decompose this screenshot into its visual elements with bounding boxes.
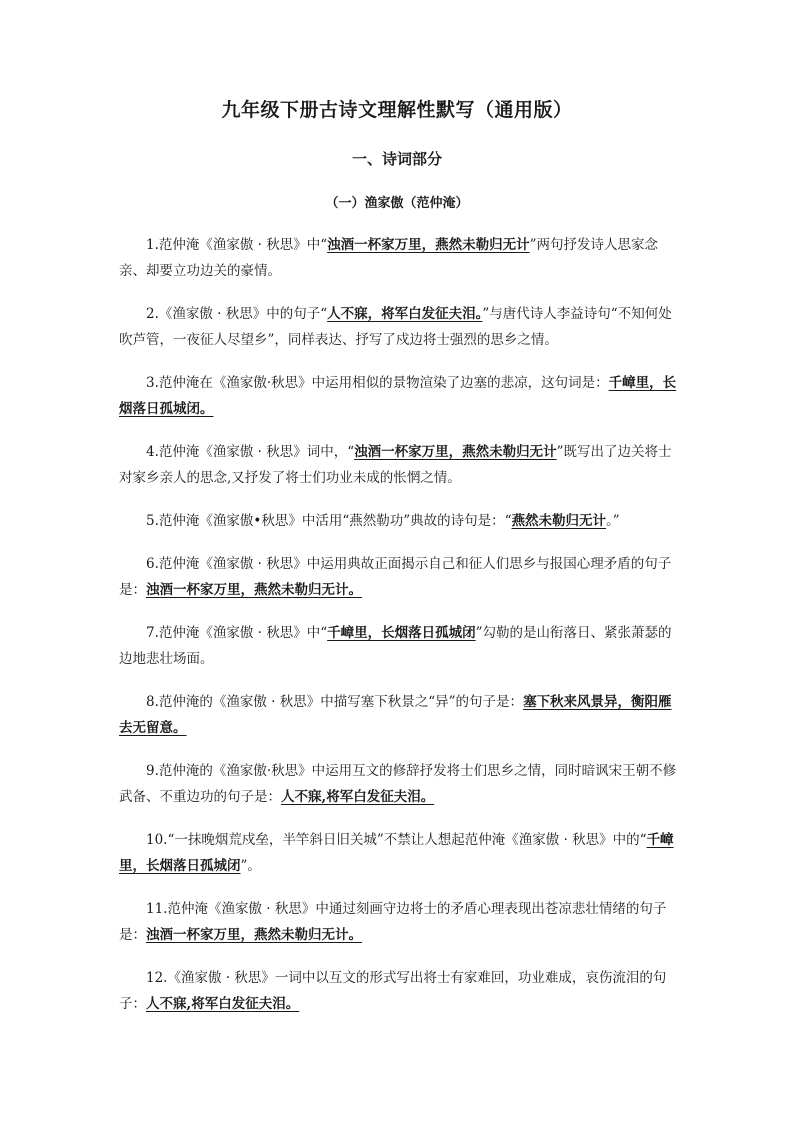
answer-text: 人不寐，将军白发征夫泪。 <box>327 306 483 322</box>
question-text: 11.范仲淹《渔家傲 · 秋思》中通过刻画守边将士的矛盾心理表现出苍凉悲壮情绪的句子是： <box>119 901 667 943</box>
question-text-tail: 。” <box>606 513 620 529</box>
answer-text: 浊酒一杯家万里，燕然未勒归无计 <box>354 444 557 460</box>
question-item <box>119 827 679 879</box>
answer-text: 浊酒一杯家万里，燕然未勒归无计。 <box>146 927 362 943</box>
question-text: 5.范仲淹《渔家傲•秋思》中活用“燕然勒功”典故的诗句是：“ <box>146 513 512 529</box>
question-text: 10.“一抹晚烟荒戍垒，半竿斜日旧关城”不禁让人想起范仲淹《渔家傲 · 秋思》中的“ <box>146 832 647 848</box>
answer-text: 人不寐,将军白发征夫泪。 <box>146 996 300 1012</box>
answer-text: 千嶂里，长烟落日孤城闭 <box>327 625 476 641</box>
question-text-tail: ”与唐代诗人李益诗句“不知何处吹芦管，一夜征人尽望乡”，同样表达、抒写了戍边将士强烈的思乡之情。 <box>119 306 672 348</box>
question-item <box>119 232 679 284</box>
page-title: 九年级下册古诗文理解性默写（通用版） <box>221 99 573 121</box>
question-item <box>119 689 679 741</box>
question-text-tail: ”既写出了边关将士对家乡亲人的思念,又抒发了将士们功业未成的怅惘之情。 <box>119 444 672 486</box>
question-item <box>119 439 679 491</box>
question-text-tail: ”勾勒的是山衔落日、紧张萧瑟的边地悲壮场面。 <box>119 625 672 667</box>
answer-text: 塞下秋来风景异，衡阳雁去无留意。 <box>119 694 672 736</box>
question-item <box>119 301 679 353</box>
question-item <box>119 551 679 603</box>
answer-text: 人不寐,将军白发征夫泪。 <box>281 789 435 805</box>
question-item <box>119 896 679 948</box>
question-text: 9.范仲淹的《渔家傲·秋思》中运用互文的修辞抒发将士们思乡之情，同时暗讽宋王朝不修武备、不重边功的句子是： <box>119 763 677 805</box>
question-item <box>119 620 679 672</box>
answer-text: 浊酒一杯家万里，燕然未勒归无计。 <box>146 582 362 598</box>
answer-text: 燕然未勒归无计 <box>511 513 607 529</box>
question-text-tail: ”两句抒发诗人思家念亲、却要立功边关的豪情。 <box>119 237 659 279</box>
question-item <box>119 965 679 1017</box>
answer-text: 浊酒一杯家万里，燕然未勒归无计 <box>327 237 530 253</box>
answer-text: 千嶂里，长烟落日孤城闭。 <box>119 375 677 417</box>
question-text: 3.范仲淹在《渔家傲·秋思》中运用相似的景物渲染了边塞的悲凉，这句词是： <box>146 375 609 391</box>
question-text: 12.《渔家傲 · 秋思》一词中以互文的形式写出将士有家难回，功业难成，哀伤流泪的句子： <box>119 970 667 1012</box>
question-item <box>119 508 679 534</box>
question-text: 4.范仲淹《渔家傲 · 秋思》词中，“ <box>146 444 355 460</box>
question-text: 8.范仲淹的《渔家傲 · 秋思》中描写塞下秋景之“异”的句子是： <box>146 694 524 710</box>
answer-text: 千嶂里，长烟落日孤城闭 <box>119 832 674 874</box>
section-heading: 一、诗词部分 <box>351 150 442 168</box>
question-text: 7.范仲淹《渔家傲 · 秋思》中“ <box>146 625 328 641</box>
question-text: 2.《渔家傲 · 秋思》中的句子“ <box>146 306 328 322</box>
question-list <box>119 232 679 1017</box>
question-item <box>119 370 679 422</box>
question-text: 1.范仲淹《渔家傲 · 秋思》中“ <box>146 237 328 253</box>
question-text: 6.范仲淹《渔家傲 · 秋思》中运用典故正面揭示自己和征人们思乡与报国心理矛盾的句子是： <box>119 556 672 598</box>
subsection-heading: （一）渔家傲（范仲淹） <box>325 196 469 211</box>
question-text-tail: ”。 <box>240 858 261 874</box>
question-item <box>119 758 679 810</box>
